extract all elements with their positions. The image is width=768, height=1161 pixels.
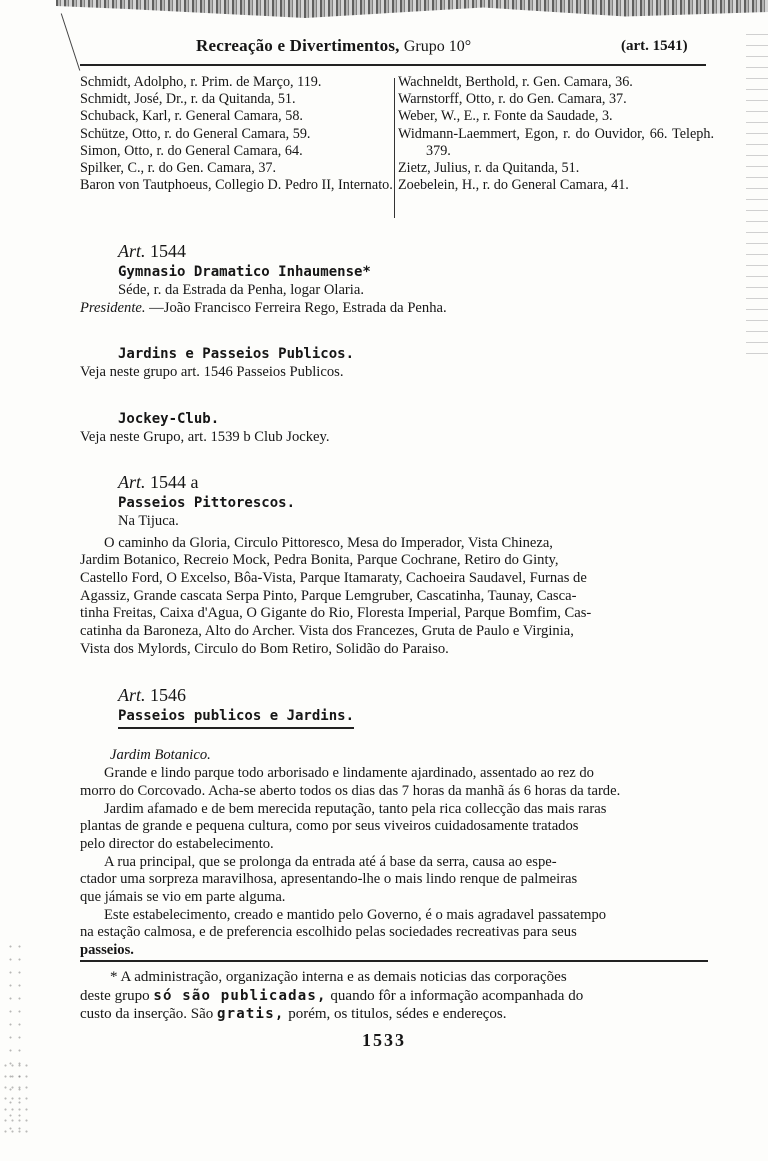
paragraph-line: tinha Freitas, Caixa d'Agua, O Gigante do Rio, Floresta Imperial, Parque Bomfim, Cas- [80, 605, 592, 622]
footnote-text: deste grupo [80, 987, 150, 1004]
member-column-right [398, 74, 714, 194]
paragraph-line: Jardim Botanico, Recreio Mock, Pedra Bonita, Parque Cochrane, Retiro do Ginty, [80, 552, 559, 569]
header-rule [80, 64, 706, 66]
running-header [196, 36, 716, 64]
footnote [80, 968, 708, 1024]
section-title: Passeios Pittorescos. [118, 494, 296, 511]
paragraph-line: Este estabelecimento, creado e mantido pelo Governo, é o mais agradavel passatempo [104, 906, 607, 923]
article-label: Art. [118, 241, 146, 261]
list-item: Warnstorff, Otto, r. do Gen. Camara, 37. [398, 91, 627, 108]
paragraph-line: Agassiz, Grande cascata Serpa Pinto, Parque Lemgruber, Cascatinha, Taunay, Casca- [80, 587, 577, 604]
article-label: Art. [118, 471, 146, 492]
paragraph-line: A rua principal, que se prolonga da entrada até á base da serra, causa ao espe- [104, 853, 557, 870]
paragraph-line: ctador uma sorpreza maravilhosa, apresentando-lhe o mais lindo renque de palmeiras [80, 871, 578, 888]
article-heading [80, 684, 708, 706]
footnote-emphasis: só são publicadas, [153, 987, 327, 1004]
scan-noise-top [56, 0, 768, 30]
article-label: Art. [118, 685, 146, 706]
president-text: —João Francisco Ferreira Rego, Estrada da Penha. [149, 299, 447, 316]
president-label: Presidente. [80, 299, 146, 316]
paragraph-line: catinha da Baroneza, Alto do Archer. Vista dos Francezes, Gruta de Paulo e Virginia, [80, 623, 574, 640]
footnote-marker: * [110, 969, 118, 985]
paragraph-line: na estação calmosa, e de preferencia escolhido pelas sociedades recreativas para seus [80, 924, 577, 941]
list-item: Schmidt, José, Dr., r. da Quitanda, 51. [80, 91, 296, 108]
article-heading [80, 471, 708, 493]
header-art-ref: (art. 1541) [621, 38, 688, 54]
section-title: Jardins e Passeios Publicos. [118, 346, 355, 363]
paragraph-line: O caminho da Gloria, Circulo Pittoresco, Mesa do Imperador, Vista Chineza, [104, 534, 553, 551]
paragraph-line: Castello Ford, O Excelso, Bôa-Vista, Parque Itamaraty, Cachoeira Saudavel, Furnas de [80, 569, 587, 586]
scan-noise-left [2, 1060, 32, 1140]
paragraph-line: morro do Corcovado. Acha-se aberto todos os dias das 7 horas da manhã ás 6 horas da tarde. [80, 782, 621, 799]
section-title: Passeios publicos e Jardins. [118, 706, 354, 729]
list-item: Spilker, C., r. do Gen. Camara, 37. [80, 160, 277, 177]
article-number: 1544 [150, 241, 187, 261]
paragraph-line: passeios. [80, 942, 134, 959]
article-number: 1546 [150, 685, 187, 706]
paragraph-line: Vista dos Mylords, Circulo do Bom Retiro, Solidão do Paraiso. [80, 640, 449, 657]
cross-reference: Veja neste grupo art. 1546 Passeios Publicos. [80, 364, 344, 381]
list-item: Schütze, Otto, r. do General Camara, 59. [80, 125, 311, 142]
list-item: Zoebelein, H., r. do General Camara, 41. [398, 177, 629, 194]
seat-text: Séde, r. da Estrada da Penha, logar Olaria. [118, 282, 364, 298]
list-item: Weber, W., E., r. Fonte da Saudade, 3. [398, 108, 613, 125]
scan-noise-right [746, 30, 768, 360]
location-text: Na Tijuca. [118, 512, 179, 529]
list-item: Widmann-Laemmert, Egon, r. do Ouvidor, 66. Teleph. 379. [398, 125, 714, 159]
article-heading [80, 240, 708, 262]
footnote-text: custo da inserção. São [80, 1006, 214, 1022]
member-column-left [80, 74, 394, 194]
list-item: Simon, Otto, r. do General Camara, 64. [80, 142, 303, 159]
main-body [80, 240, 708, 960]
list-item: Schmidt, Adolpho, r. Prim. de Março, 119. [80, 74, 322, 90]
paragraph-line: Jardim afamado e de bem merecida reputação, tanto pela rica collecção das mais raras [104, 800, 607, 817]
footnote-text: A administração, organização interna e as demais noticias das corporações [120, 969, 567, 985]
footnote-line [80, 987, 708, 1006]
footnote-emphasis: gratis, [217, 1006, 285, 1022]
paragraph-line: Grande e lindo parque todo arborisado e lindamente ajardinado, assentado ao rez do [104, 765, 594, 782]
footnote-text: porém, os titulos, sédes e endereços. [288, 1006, 507, 1022]
column-divider [394, 78, 395, 218]
scan-mark [61, 13, 80, 70]
footnote-rule [80, 960, 708, 962]
page-number: 1533 [362, 1030, 406, 1050]
article-number: 1544 a [150, 471, 199, 492]
list-item: Schuback, Karl, r. General Camara, 58. [80, 108, 303, 125]
paragraph-line: plantas de grande e pequena cultura, como por seus viveiros cuidadosamente tratados [80, 818, 579, 835]
subheading: Jardim Botanico. [110, 747, 211, 764]
cross-reference: Veja neste Grupo, art. 1539 b Club Jockey. [80, 429, 330, 446]
header-group: Grupo 10° [403, 38, 472, 55]
paragraph-line: que jámais se vio em parte alguma. [80, 889, 286, 906]
footnote-text: quando fôr a informação acompanhada do [330, 987, 584, 1004]
footnote-line [80, 968, 708, 987]
header-title: Recreação e Divertimentos, [196, 36, 400, 55]
footnote-line [80, 1005, 708, 1024]
list-item: Baron von Tautphoeus, Collegio D. Pedro II, Internato. [80, 177, 393, 194]
list-item: Wachneldt, Berthold, r. Gen. Camara, 36. [398, 74, 633, 90]
paragraph-line: pelo director do estabelecimento. [80, 835, 274, 852]
president-line [80, 300, 708, 318]
section-title: Gymnasio Dramatico Inhaumense* [118, 264, 371, 280]
section-title: Jockey-Club. [118, 411, 220, 428]
list-item: Zietz, Julius, r. da Quitanda, 51. [398, 160, 580, 177]
